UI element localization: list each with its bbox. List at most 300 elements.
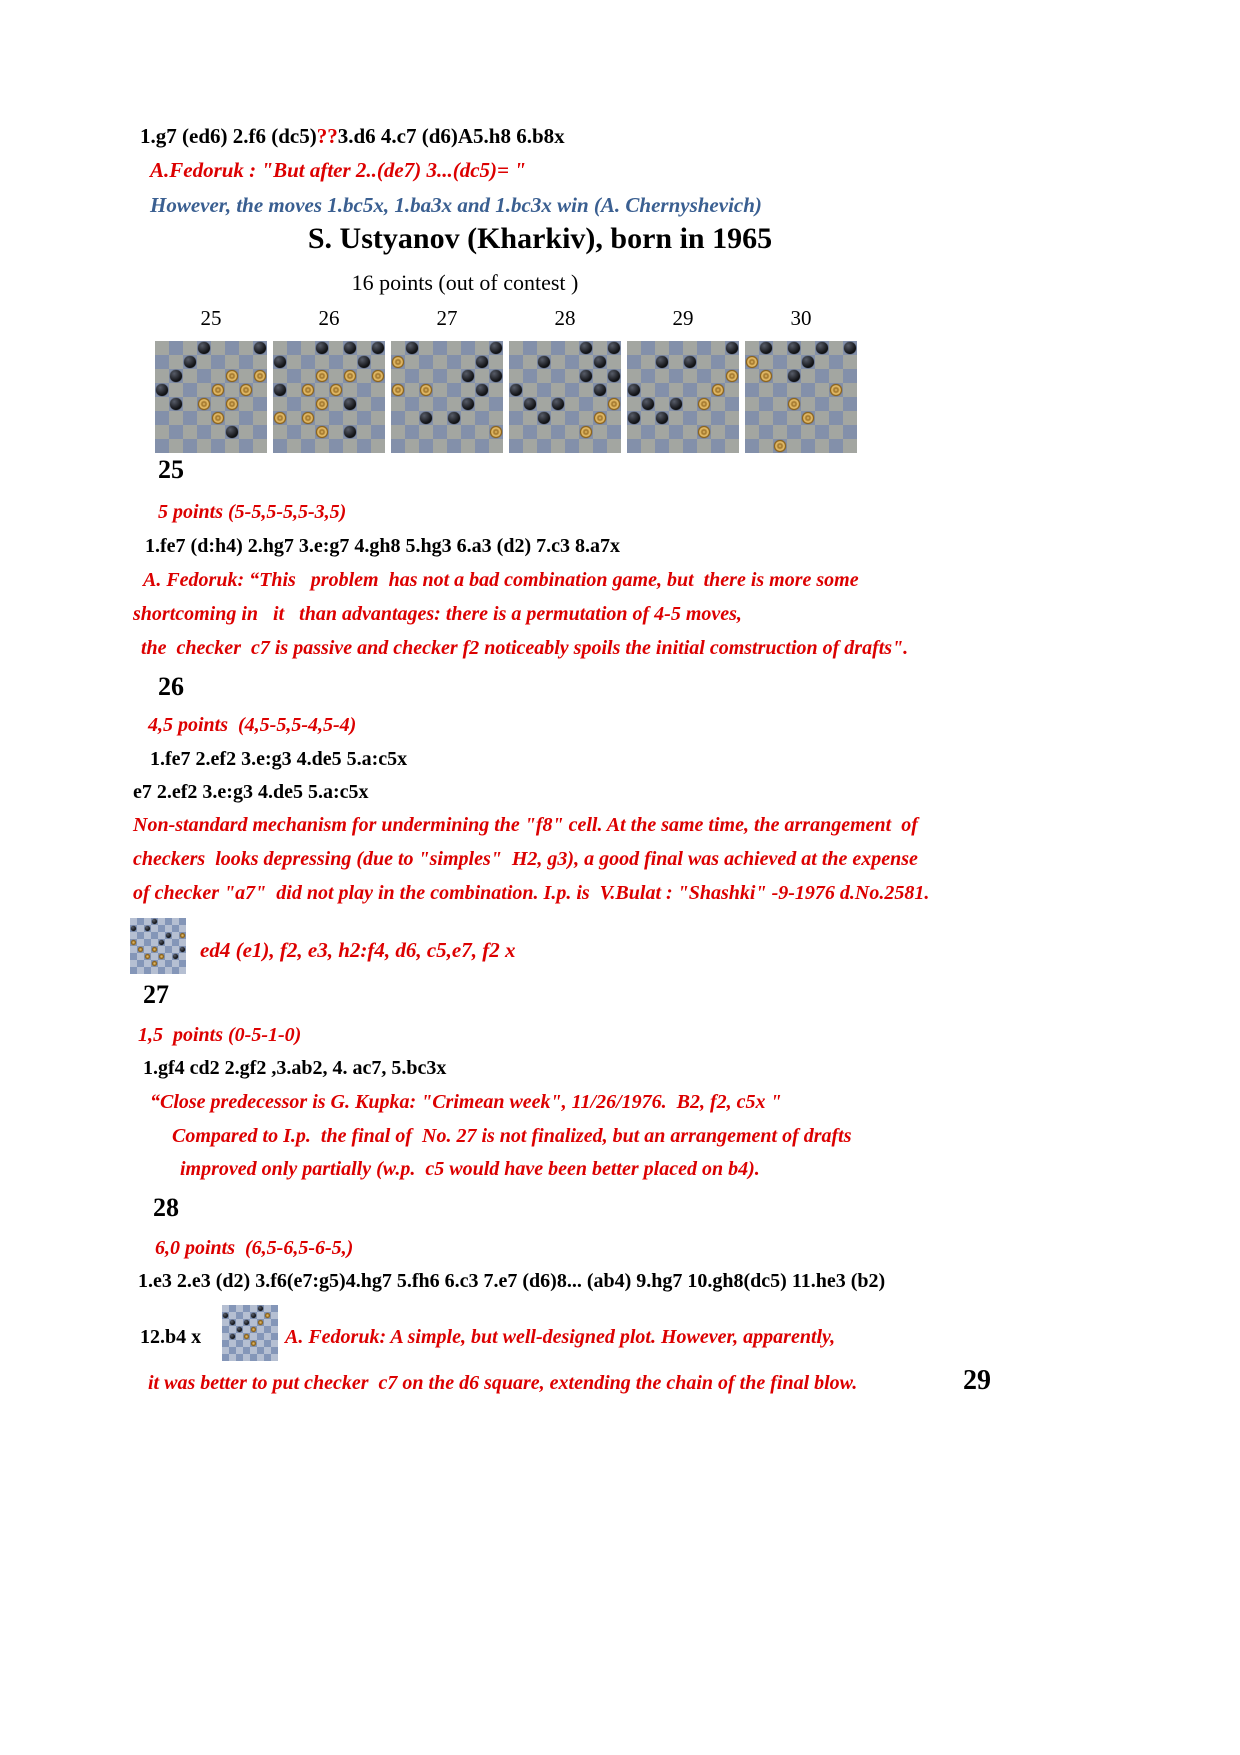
- board-square: [179, 939, 186, 946]
- board-square: [165, 932, 172, 939]
- board-square: [627, 411, 641, 425]
- board-square: [565, 355, 579, 369]
- board-square: [579, 397, 593, 411]
- checker-piece-gold: [251, 1341, 257, 1347]
- checker-piece-black: [844, 342, 856, 354]
- board-square: [253, 411, 267, 425]
- board-square: [787, 355, 801, 369]
- board-square: [169, 383, 183, 397]
- intro-moves-suffix: 3.d6 4.c7 (d6)A5.h8 6.b8x: [337, 124, 565, 148]
- board-square: [461, 369, 475, 383]
- board-square: [523, 383, 537, 397]
- board-square: [843, 425, 857, 439]
- board-square: [683, 411, 697, 425]
- board-square: [253, 425, 267, 439]
- board-square: [179, 946, 186, 953]
- board-square: [301, 355, 315, 369]
- board-square: [593, 383, 607, 397]
- checker-piece-black: [184, 356, 196, 368]
- board-square: [151, 967, 158, 974]
- board-square: [843, 341, 857, 355]
- board-square: [419, 383, 433, 397]
- board-square: [419, 425, 433, 439]
- checker-piece-gold: [254, 370, 266, 382]
- board-square: [801, 383, 815, 397]
- board-square: [419, 355, 433, 369]
- checker-piece-black: [760, 342, 772, 354]
- board-square: [787, 411, 801, 425]
- board-square: [829, 383, 843, 397]
- board-square: [158, 953, 165, 960]
- board-square: [211, 397, 225, 411]
- board-square: [197, 397, 211, 411]
- board-square: [225, 355, 239, 369]
- board-square: [745, 383, 759, 397]
- section-27-moves: 1.gf4 cd2 2.gf2 ,3.ab2, 4. ac7, 5.bc3x: [143, 1057, 447, 1079]
- checker-piece-black: [237, 1327, 243, 1333]
- checker-piece-gold: [274, 412, 286, 424]
- checker-piece-black: [170, 370, 182, 382]
- checker-piece-gold: [240, 384, 252, 396]
- board-square: [801, 397, 815, 411]
- board-square: [155, 425, 169, 439]
- board-square: [225, 341, 239, 355]
- board-square: [787, 383, 801, 397]
- checker-piece-gold: [198, 398, 210, 410]
- checker-piece-black: [372, 342, 384, 354]
- checker-piece-black: [180, 947, 186, 953]
- checker-piece-black: [173, 954, 179, 960]
- board-square: [239, 341, 253, 355]
- checker-piece-gold: [226, 370, 238, 382]
- board-square: [183, 355, 197, 369]
- section-27-comment-line: “Close predecessor is G. Kupka: "Crimean week", 11/26/1976. B2, f2, c5x ": [150, 1091, 782, 1113]
- board-square: [447, 355, 461, 369]
- board-square: [801, 341, 815, 355]
- board-square: [169, 341, 183, 355]
- board-square: [287, 369, 301, 383]
- board-square: [271, 1340, 278, 1347]
- checker-piece-black: [510, 384, 522, 396]
- board-square: [144, 946, 151, 953]
- board-square: [607, 355, 621, 369]
- board-square: [315, 383, 329, 397]
- board-square: [773, 341, 787, 355]
- checker-piece-black: [244, 1320, 250, 1326]
- board-square: [264, 1340, 271, 1347]
- board-square: [130, 953, 137, 960]
- board-square: [593, 355, 607, 369]
- board-square: [371, 425, 385, 439]
- checker-piece-black: [230, 1334, 236, 1340]
- board-square: [523, 369, 537, 383]
- board-square: [509, 341, 523, 355]
- board-square: [745, 411, 759, 425]
- checker-piece-black: [476, 384, 488, 396]
- board-square: [419, 439, 433, 453]
- board-square: [172, 925, 179, 932]
- board-square: [475, 369, 489, 383]
- board-square: [165, 953, 172, 960]
- mini-board-final: [222, 1305, 278, 1361]
- board-square: [489, 439, 503, 453]
- board-square: [669, 355, 683, 369]
- board-square: [475, 425, 489, 439]
- board-square: [225, 369, 239, 383]
- checker-piece-gold: [180, 933, 186, 939]
- board-square: [565, 397, 579, 411]
- board-square: [641, 341, 655, 355]
- board-square: [250, 1312, 257, 1319]
- board-square: [725, 397, 739, 411]
- board-square: [144, 925, 151, 932]
- board-square: [211, 355, 225, 369]
- board-square: [641, 439, 655, 453]
- board-square: [829, 397, 843, 411]
- checker-piece-black: [230, 1320, 236, 1326]
- board-square: [711, 411, 725, 425]
- board-square: [287, 355, 301, 369]
- board-square: [523, 397, 537, 411]
- intro-chernyshevich-note: However, the moves 1.bc5x, 1.ba3x and 1.bc3x win (A. Chernyshevich): [150, 193, 762, 217]
- board-square: [461, 439, 475, 453]
- board-square: [523, 425, 537, 439]
- checker-piece-black: [344, 398, 356, 410]
- board-square: [179, 960, 186, 967]
- board-square: [419, 341, 433, 355]
- checker-piece-gold: [251, 1327, 257, 1333]
- board-square: [405, 425, 419, 439]
- board-square: [787, 369, 801, 383]
- board-square: [130, 939, 137, 946]
- board-square: [329, 411, 343, 425]
- checker-piece-black: [524, 398, 536, 410]
- board-square: [229, 1312, 236, 1319]
- board-square: [239, 411, 253, 425]
- board-square: [815, 439, 829, 453]
- board-square: [264, 1354, 271, 1361]
- board-square: [593, 425, 607, 439]
- board-square: [329, 355, 343, 369]
- board-square: [165, 946, 172, 953]
- section-26-comment-line: of checker "a7" did not play in the combination. I.p. is V.Bulat : "Shashki" -9-1976 d.No.2581.: [133, 882, 930, 904]
- checker-piece-gold: [212, 384, 224, 396]
- section-25-points: 5 points (5-5,5-5,5-3,5): [158, 501, 347, 523]
- checker-piece-gold: [774, 440, 786, 452]
- board-square: [447, 439, 461, 453]
- board-30: [745, 341, 857, 453]
- board-square: [509, 439, 523, 453]
- board-square: [697, 425, 711, 439]
- checker-piece-black: [594, 384, 606, 396]
- board-square: [537, 341, 551, 355]
- board-square: [225, 439, 239, 453]
- checker-piece-black: [802, 356, 814, 368]
- board-square: [165, 939, 172, 946]
- checker-piece-black: [223, 1313, 229, 1319]
- checker-piece-gold: [712, 384, 724, 396]
- board-square: [711, 355, 725, 369]
- board-square: [405, 411, 419, 425]
- board-square: [815, 369, 829, 383]
- board-square: [759, 341, 773, 355]
- board-square: [211, 439, 225, 453]
- board-square: [579, 411, 593, 425]
- checker-piece-black: [274, 384, 286, 396]
- board-square: [357, 397, 371, 411]
- board-square: [815, 397, 829, 411]
- board-square: [579, 383, 593, 397]
- checker-piece-black: [226, 426, 238, 438]
- checker-piece-black: [816, 342, 828, 354]
- board-square: [239, 425, 253, 439]
- board-square: [447, 369, 461, 383]
- board-square: [343, 439, 357, 453]
- board-square: [371, 397, 385, 411]
- board-square: [183, 425, 197, 439]
- board-square: [683, 355, 697, 369]
- board-square: [579, 439, 593, 453]
- board-26: [273, 341, 385, 453]
- board-square: [607, 425, 621, 439]
- checker-piece-black: [594, 356, 606, 368]
- board-square: [130, 946, 137, 953]
- board-square: [787, 425, 801, 439]
- board-square: [243, 1333, 250, 1340]
- checker-piece-black: [552, 398, 564, 410]
- checker-piece-gold: [746, 356, 758, 368]
- board-square: [253, 397, 267, 411]
- section-25-comment-line: the checker c7 is passive and checker f2 noticeably spoils the initial comstruction of drafts".: [141, 637, 909, 659]
- board-square: [509, 355, 523, 369]
- board-square: [711, 383, 725, 397]
- board-square: [815, 411, 829, 425]
- board-square: [264, 1326, 271, 1333]
- board-square: [329, 425, 343, 439]
- board-square: [433, 341, 447, 355]
- board-square: [343, 341, 357, 355]
- board-square: [711, 439, 725, 453]
- board-square: [669, 411, 683, 425]
- board-square: [669, 425, 683, 439]
- board-square: [745, 369, 759, 383]
- board-square: [461, 341, 475, 355]
- section-27-points: 1,5 points (0-5-1-0): [138, 1024, 302, 1046]
- board-square: [475, 397, 489, 411]
- board-square: [222, 1312, 229, 1319]
- board-square: [801, 369, 815, 383]
- board-square: [197, 369, 211, 383]
- board-square: [250, 1354, 257, 1361]
- intro-moves-prefix: 1.g7 (ed6) 2.f6 (dc5): [140, 124, 317, 148]
- board-square: [253, 439, 267, 453]
- board-square: [391, 383, 405, 397]
- checker-piece-black: [788, 370, 800, 382]
- board-square: [257, 1319, 264, 1326]
- board-square: [179, 925, 186, 932]
- board-square: [371, 341, 385, 355]
- board-square: [565, 341, 579, 355]
- checker-piece-gold: [372, 370, 384, 382]
- board-square: [641, 425, 655, 439]
- board-square: [433, 397, 447, 411]
- board-square: [725, 341, 739, 355]
- board-square: [551, 425, 565, 439]
- board-square: [745, 341, 759, 355]
- checker-piece-gold: [788, 398, 800, 410]
- board-square: [565, 411, 579, 425]
- board-square: [144, 918, 151, 925]
- board-square: [843, 383, 857, 397]
- board-square: [257, 1305, 264, 1312]
- board-square: [391, 355, 405, 369]
- board-square: [593, 439, 607, 453]
- board-square: [843, 397, 857, 411]
- board-square: [801, 355, 815, 369]
- board-square: [329, 397, 343, 411]
- checker-piece-black: [170, 398, 182, 410]
- checker-piece-gold: [726, 370, 738, 382]
- board-square: [236, 1319, 243, 1326]
- board-square: [151, 925, 158, 932]
- checker-piece-black: [316, 342, 328, 354]
- board-square: [229, 1340, 236, 1347]
- board-square: [725, 439, 739, 453]
- board-square: [264, 1305, 271, 1312]
- board-square: [315, 439, 329, 453]
- section-25-comment-line: A. Fedoruk: “This problem has not a bad combination game, but there is more some: [143, 569, 859, 591]
- board-square: [273, 355, 287, 369]
- board-square: [222, 1305, 229, 1312]
- checker-piece-black: [166, 933, 172, 939]
- checker-piece-black: [490, 342, 502, 354]
- checker-piece-black: [580, 342, 592, 354]
- board-square: [229, 1305, 236, 1312]
- board-square: [287, 439, 301, 453]
- board-square: [301, 369, 315, 383]
- board-square: [579, 425, 593, 439]
- board-square: [433, 383, 447, 397]
- board-square: [551, 411, 565, 425]
- board-square: [158, 960, 165, 967]
- board-square: [315, 355, 329, 369]
- board-square: [236, 1354, 243, 1361]
- checker-piece-black: [684, 356, 696, 368]
- board-square: [787, 341, 801, 355]
- board-square: [593, 411, 607, 425]
- board-square: [236, 1347, 243, 1354]
- board-square: [607, 341, 621, 355]
- checker-piece-gold: [580, 426, 592, 438]
- board-square: [607, 411, 621, 425]
- board-label-26: 26: [318, 306, 340, 330]
- board-square: [343, 355, 357, 369]
- board-28: [509, 341, 621, 453]
- board-label-28: 28: [554, 306, 576, 330]
- intro-moves-blunder-mark: ??: [316, 124, 338, 148]
- section-26-points: 4,5 points (4,5-5,5-4,5-4): [148, 714, 357, 736]
- board-29: [627, 341, 739, 453]
- board-square: [236, 1333, 243, 1340]
- board-square: [447, 383, 461, 397]
- board-square: [329, 439, 343, 453]
- board-square: [239, 369, 253, 383]
- section-27-header: 27: [143, 980, 169, 1009]
- board-square: [243, 1326, 250, 1333]
- checker-piece-gold: [392, 356, 404, 368]
- board-square: [301, 439, 315, 453]
- board-square: [745, 355, 759, 369]
- board-square: [565, 439, 579, 453]
- board-square: [419, 369, 433, 383]
- board-square: [627, 439, 641, 453]
- board-square: [711, 369, 725, 383]
- board-square: [641, 369, 655, 383]
- board-square: [475, 383, 489, 397]
- board-square: [301, 341, 315, 355]
- board-square: [829, 355, 843, 369]
- board-square: [725, 411, 739, 425]
- checker-piece-gold: [760, 370, 772, 382]
- board-square: [697, 369, 711, 383]
- board-square: [461, 383, 475, 397]
- board-square: [759, 425, 773, 439]
- section-28-move12: 12.b4 x: [140, 1326, 202, 1348]
- board-square: [697, 411, 711, 425]
- checker-piece-black: [159, 940, 165, 946]
- board-square: [264, 1312, 271, 1319]
- board-square: [759, 411, 773, 425]
- board-square: [236, 1326, 243, 1333]
- board-square: [329, 341, 343, 355]
- board-square: [273, 411, 287, 425]
- board-square: [137, 953, 144, 960]
- board-square: [433, 369, 447, 383]
- board-square: [669, 397, 683, 411]
- section-28-header: 28: [153, 1193, 179, 1222]
- board-square: [745, 439, 759, 453]
- board-square: [371, 383, 385, 397]
- board-square: [683, 369, 697, 383]
- checker-piece-black: [490, 370, 502, 382]
- checker-piece-gold: [316, 398, 328, 410]
- board-square: [287, 425, 301, 439]
- board-square: [273, 369, 287, 383]
- page-subtitle: 16 points (out of contest ): [351, 270, 579, 295]
- board-square: [537, 355, 551, 369]
- board-square: [144, 953, 151, 960]
- checker-piece-black: [420, 412, 432, 424]
- board-square: [211, 411, 225, 425]
- checker-piece-black: [258, 1306, 264, 1312]
- board-square: [179, 967, 186, 974]
- board-square: [787, 397, 801, 411]
- board-square: [301, 383, 315, 397]
- checker-piece-black: [156, 384, 168, 396]
- board-square: [759, 383, 773, 397]
- board-square: [627, 383, 641, 397]
- board-square: [257, 1347, 264, 1354]
- section-26-inline-note: ed4 (e1), f2, e3, h2:f4, d6, c5,e7, f2 x: [200, 938, 516, 962]
- board-square: [287, 341, 301, 355]
- board-square: [137, 939, 144, 946]
- board-square: [211, 369, 225, 383]
- board-square: [169, 397, 183, 411]
- board-square: [169, 439, 183, 453]
- board-square: [773, 355, 787, 369]
- checker-piece-gold: [490, 426, 502, 438]
- board-square: [843, 355, 857, 369]
